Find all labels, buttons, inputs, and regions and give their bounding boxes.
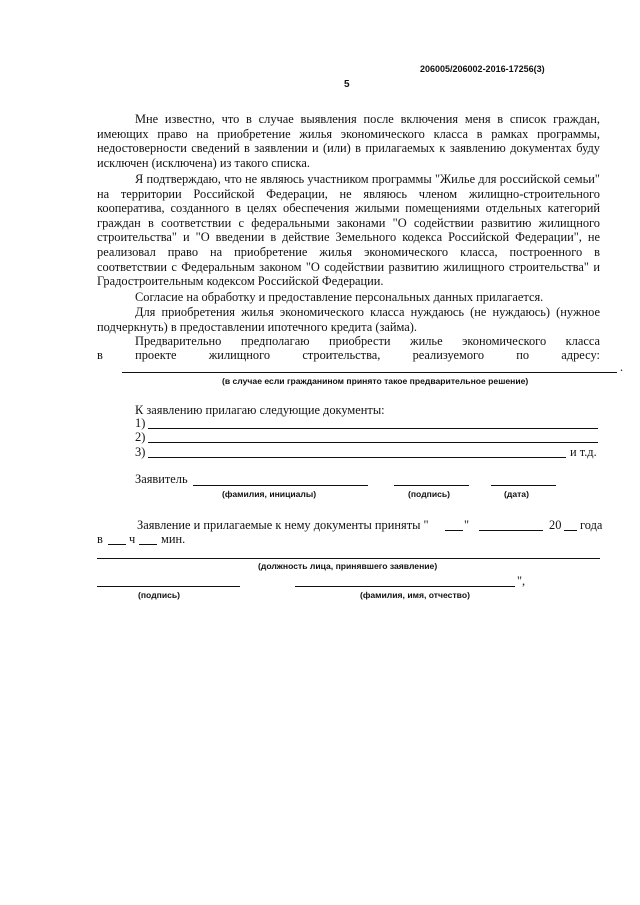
paragraph-preliminary-line1 xyxy=(97,334,600,349)
accepted-year-line[interactable] xyxy=(564,530,577,531)
word: адресу: xyxy=(561,348,600,362)
address-line-end: . xyxy=(620,360,624,374)
accepted-quote: " xyxy=(464,518,470,532)
accepted-sign-caption: (подпись) xyxy=(138,590,181,600)
accepted-month-line[interactable] xyxy=(479,530,543,531)
word: жилищного xyxy=(208,348,271,362)
accepted-position-caption: (должность лица, принявшего заявление) xyxy=(258,561,438,571)
word: экономического xyxy=(462,334,547,348)
word: Предварительно xyxy=(135,334,222,348)
applicant-sign-line[interactable] xyxy=(394,485,469,486)
address-caption: (в случае если гражданином принято такое предварительное решение) xyxy=(222,376,529,386)
accepted-year-suffix: года xyxy=(580,518,603,532)
paragraph-confirmation: Я подтверждаю, что не являюсь участником программы "Жилье для российской семьи" на территории Российской Федерации, не являюсь членом жилищно-строительного кооператива, созданного в целях обеспечения жилыми помещениями отдельных категорий граждан в соответствии с федеральными законами "О содействии развитию жилищного строительства" и "О введении в действие Земельного кодекса Российской Федерации", не реализовал право на приобретение жилья экономического класса, построенного в соответствии с Федеральным законом "О содействии развитию жилищного строительства" и Градостроительным кодексом Российской Федерации. xyxy=(97,172,600,289)
word: класса xyxy=(565,334,600,348)
documents-etc: и т.д. xyxy=(570,445,597,459)
accepted-fio-caption: (фамилия, имя, отчество) xyxy=(360,590,470,600)
applicant-label: Заявитель xyxy=(135,472,188,486)
paragraph-consent: Согласие на обработку и предоставление персональных данных прилагается. xyxy=(135,290,544,304)
applicant-date-caption: (дата) xyxy=(504,489,529,499)
page-number: 5 xyxy=(344,79,350,90)
accepted-hours-label: ч xyxy=(129,532,136,546)
accepted-day-line[interactable] xyxy=(445,530,463,531)
paragraph-exclusion-notice: Мне известно, что в случае выявления после включения меня в список граждан, имеющих право на приобретение жилья экономического класса в рамках программы, недостоверности сведений в заявлении и (или) в прилагаемых к заявлению документах буду исключен (исключена) из такого списка. xyxy=(97,112,600,170)
word: жилье xyxy=(410,334,443,348)
document-item-3-line[interactable] xyxy=(148,457,566,458)
word: предполагаю xyxy=(240,334,310,348)
word: по xyxy=(516,348,530,362)
paragraph-mortgage: Для приобретения жилья экономического класса нуждаюсь (не нуждаюсь) (нужное подчеркнуть) в предоставлении ипотечного кредита (займа). xyxy=(97,305,600,334)
word: строительства, xyxy=(302,348,381,362)
accepted-hours-line[interactable] xyxy=(108,544,126,545)
word: приобрести xyxy=(329,334,391,348)
accepted-minutes-line[interactable] xyxy=(139,544,157,545)
document-number: 206005/206002-2016-17256(3) xyxy=(420,64,545,74)
word: в xyxy=(97,348,103,362)
document-item-1-line[interactable] xyxy=(148,428,598,429)
accepted-minutes-label: мин. xyxy=(161,532,186,546)
applicant-name-caption: (фамилия, инициалы) xyxy=(222,489,317,499)
accepted-text: Заявление и прилагаемые к нему документы приняты " xyxy=(137,518,429,532)
document-item-3-label: 3) xyxy=(135,445,146,459)
word: реализуемого xyxy=(412,348,485,362)
accepted-fio-line[interactable] xyxy=(295,586,515,587)
address-field-line[interactable] xyxy=(122,372,617,373)
accepted-sign-line[interactable] xyxy=(97,586,240,587)
document-item-2-line[interactable] xyxy=(148,442,598,443)
accepted-time-prefix: в xyxy=(97,532,103,546)
applicant-sign-caption: (подпись) xyxy=(408,489,451,499)
documents-title: К заявлению прилагаю следующие документы: xyxy=(135,403,385,417)
document-item-1-label: 1) xyxy=(135,416,146,430)
applicant-date-line[interactable] xyxy=(491,485,556,486)
paragraph-preliminary-line2 xyxy=(97,348,600,363)
document-item-2-label: 2) xyxy=(135,430,146,444)
applicant-name-line[interactable] xyxy=(193,485,368,486)
accepted-position-line[interactable] xyxy=(97,558,600,559)
word: проекте xyxy=(135,348,177,362)
accepted-quote-end: ", xyxy=(517,574,526,588)
accepted-year-prefix: 20 xyxy=(549,518,562,532)
